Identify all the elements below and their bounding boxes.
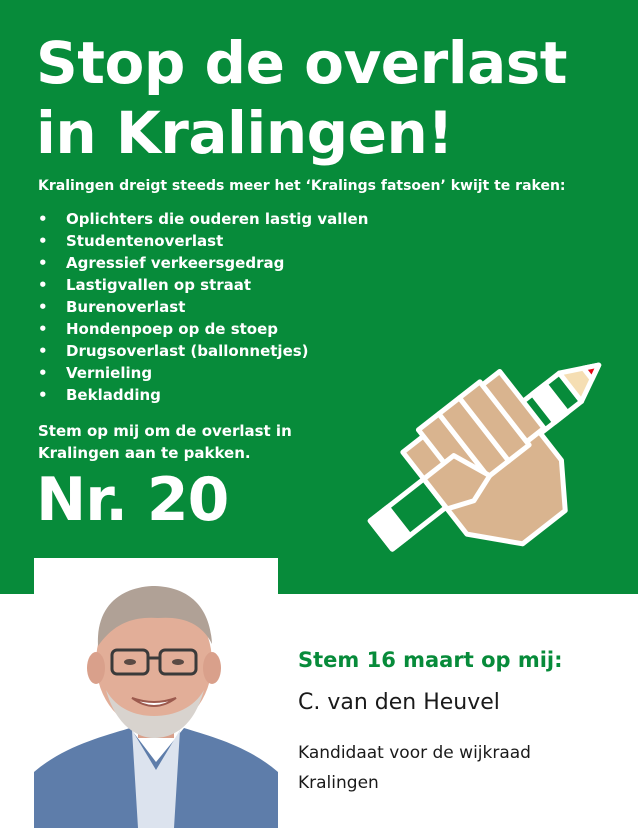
list-item: • Vernieling — [38, 362, 368, 384]
list-item: • Lastigvallen op straat — [38, 274, 368, 296]
intro-text: Kralingen dreigt steeds meer het ‘Kralings fatsoen’ kwijt te raken: — [38, 178, 566, 194]
headline-line-1: Stop de overlast — [36, 29, 567, 97]
list-item: • Burenoverlast — [38, 296, 368, 318]
candidate-role-line-2: Kralingen — [298, 773, 379, 793]
list-item: • Studentenoverlast — [38, 230, 368, 252]
headline-line-2: in Kralingen! — [36, 99, 454, 167]
candidate-name: C. van den Heuvel — [298, 690, 500, 715]
fist-holding-pencil-icon — [362, 318, 624, 580]
list-item: • Hondenpoep op de stoep — [38, 318, 368, 340]
list-item: • Agressief verkeersgedrag — [38, 252, 368, 274]
call-to-action: Stem op mij om de overlast in Kralingen aan te pakken. — [38, 422, 292, 462]
vote-date-heading: Stem 16 maart op mij: — [298, 648, 563, 672]
candidate-role — [298, 738, 598, 798]
headline — [36, 28, 567, 168]
list-item: • Oplichters die ouderen lastig vallen — [38, 208, 368, 230]
candidate-role-line-1: Kandidaat voor de wijkraad — [298, 743, 531, 763]
candidate-number: Nr. 20 — [36, 465, 229, 535]
issues-list — [38, 208, 368, 406]
list-item: • Drugsoverlast (ballonnetjes) — [38, 340, 368, 362]
candidate-portrait — [34, 558, 278, 828]
list-item: • Bekladding — [38, 384, 368, 406]
candidate-photo — [34, 558, 278, 828]
